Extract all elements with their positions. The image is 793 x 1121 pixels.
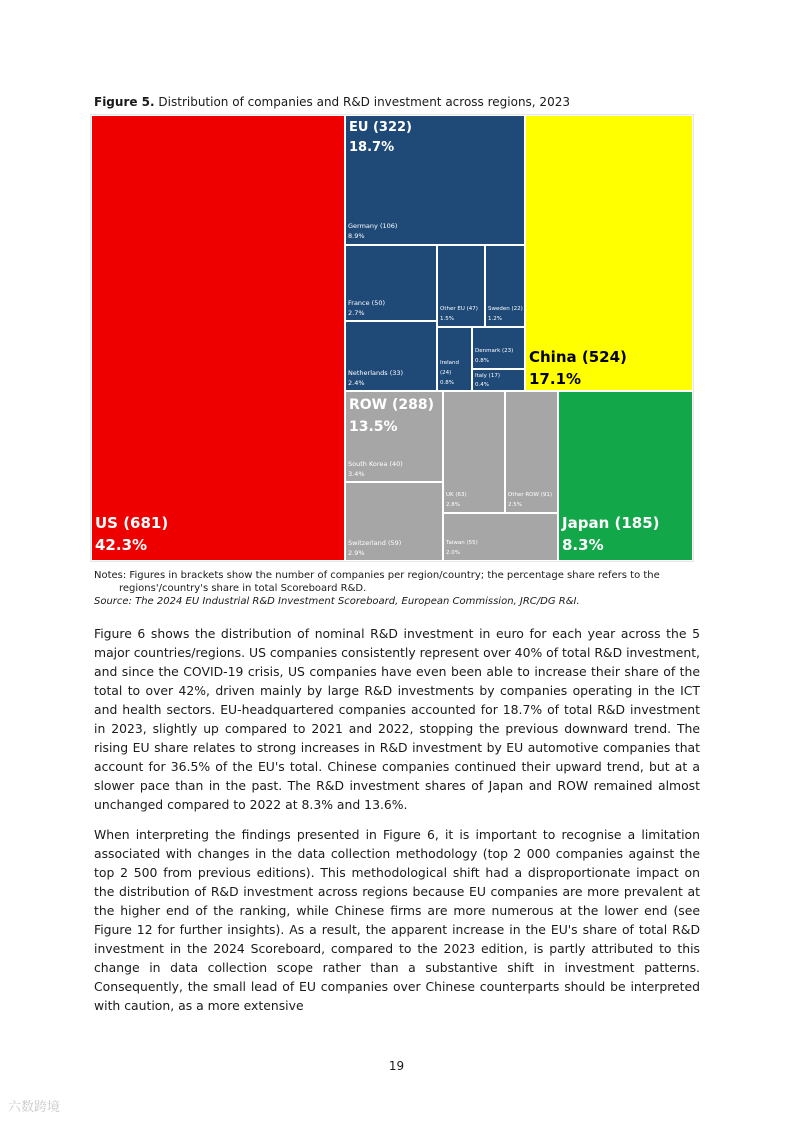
ireland-label bbox=[440, 358, 471, 388]
source-line: Source: The 2024 EU Industrial R&D Investment Scoreboard, European Commission, JRC/DG R&I. bbox=[94, 596, 580, 607]
cell-denmark bbox=[472, 327, 525, 369]
cell-netherlands bbox=[345, 321, 437, 391]
germany-label bbox=[348, 221, 397, 241]
cell-us bbox=[91, 115, 345, 561]
notes-line2: regions'/country's share in total Scoreboard R&D. bbox=[119, 583, 367, 594]
figure-notes bbox=[94, 569, 704, 608]
figure-label: Figure 5. bbox=[94, 95, 155, 109]
netherlands-label bbox=[348, 368, 403, 388]
japan-share: 8.3% bbox=[562, 536, 604, 554]
cell-japan bbox=[558, 391, 693, 561]
taiwan-label bbox=[446, 538, 478, 558]
cell-china bbox=[525, 115, 693, 391]
cell-italy bbox=[472, 369, 525, 391]
sweden-label bbox=[488, 304, 523, 324]
other-eu-share: 1.5% bbox=[440, 316, 454, 322]
figure-caption bbox=[94, 95, 570, 109]
france-label bbox=[348, 298, 385, 318]
netherlands-name: Netherlands (33) bbox=[348, 369, 404, 377]
cell-uk bbox=[443, 391, 505, 513]
switzerland-share: 2.9% bbox=[348, 549, 365, 557]
china-label bbox=[529, 346, 627, 390]
paragraph-2: When interpreting the findings presented in Figure 6, it is important to recognise a limitation associated with changes in the data collection methodology (top 2 000 companies against the top 2 500 from previous editions). This methodological shift had a disproportionate impact on the distribution of R&D investment across regions because EU companies are more prevalent at the higher end of the ranking, while Chinese firms are more numerous at the lower end (see Figure 12 for further insights). As a result, the apparent increase in the EU's share of total R&D investment in the 2024 Scoreboard, compared to the 2023 edition, is partly attributed to this change in data collection scope rather than a substantive shift in investment patterns. Consequently, the small lead of EU companies over Chinese counterparts should be interpreted with caution, as a more extensive bbox=[94, 827, 700, 1013]
row-share: 13.5% bbox=[349, 419, 398, 435]
japan-name: Japan (185) bbox=[562, 514, 660, 532]
other-row-label bbox=[508, 490, 552, 510]
page-number: 19 bbox=[388, 1059, 405, 1073]
germany-name: Germany (106) bbox=[348, 222, 398, 230]
france-name: France (50) bbox=[348, 299, 386, 307]
sweden-share: 1.2% bbox=[488, 316, 502, 322]
denmark-label bbox=[475, 346, 513, 366]
china-name: China (524) bbox=[529, 348, 627, 366]
italy-share: 0.4% bbox=[475, 382, 489, 388]
row-name: ROW (288) bbox=[349, 397, 435, 413]
china-share: 17.1% bbox=[529, 370, 582, 388]
cell-row bbox=[345, 391, 443, 482]
cell-other-eu bbox=[437, 245, 485, 327]
taiwan-name: Taiwan (55) bbox=[446, 540, 478, 546]
cell-other-row bbox=[505, 391, 558, 513]
south-korea-share: 3.4% bbox=[348, 470, 365, 478]
netherlands-share: 2.4% bbox=[348, 379, 365, 387]
cell-france bbox=[345, 245, 437, 321]
cell-taiwan bbox=[443, 513, 558, 561]
switzerland-label bbox=[348, 538, 401, 558]
cell-sweden bbox=[485, 245, 525, 327]
other-row-name: Other ROW (91) bbox=[508, 492, 552, 498]
us-name: US (681) bbox=[95, 514, 169, 532]
italy-label bbox=[475, 372, 500, 390]
other-eu-label bbox=[440, 304, 478, 324]
other-eu-name: Other EU (47) bbox=[440, 306, 478, 312]
us-share: 42.3% bbox=[95, 536, 148, 554]
taiwan-share: 2.0% bbox=[446, 550, 460, 556]
france-share: 2.7% bbox=[348, 309, 365, 317]
uk-share: 2.8% bbox=[446, 502, 460, 508]
row-label bbox=[349, 394, 434, 438]
ireland-share: 0.8% bbox=[440, 380, 454, 386]
eu-share: 18.7% bbox=[349, 140, 395, 155]
germany-share: 8.9% bbox=[348, 232, 365, 240]
south-korea-label bbox=[348, 459, 403, 479]
treemap-chart bbox=[90, 114, 694, 562]
uk-name: UK (63) bbox=[446, 492, 467, 498]
paragraph-1: Figure 6 shows the distribution of nominal R&D investment in euro for each year across the 5 major countries/regions. US companies consistently represent over 40% of total R&D investment, and since the COVID-19 crisis, US companies have even been able to increase their share of the total to over 42%, driven mainly by large R&D investments by companies operating in the ICT and health sectors. EU-headquartered companies accounted for 18.7% of total R&D investment in 2023, slightly up compared to 2021 and 2022, stopping the previous downward trend. The rising EU share relates to strong increases in R&D investment by EU automotive companies that account for 36.5% of the EU's total. Chinese companies continued their upward trend, but at a slower pace than in the past. The R&D investment shares of Japan and ROW remained almost unchanged compared to 2022 at 8.3% and 13.6%. bbox=[94, 626, 700, 812]
switzerland-name: Switzerland (59) bbox=[348, 539, 402, 547]
cell-switzerland bbox=[345, 482, 443, 561]
japan-label bbox=[562, 512, 660, 556]
eu-label bbox=[349, 118, 412, 158]
sweden-name: Sweden (22) bbox=[488, 306, 523, 312]
eu-name: EU (322) bbox=[349, 120, 412, 135]
other-row-share: 2.5% bbox=[508, 502, 522, 508]
uk-label bbox=[446, 490, 467, 510]
cell-eu bbox=[345, 115, 525, 245]
italy-name: Italy (17) bbox=[475, 373, 500, 379]
denmark-share: 0.8% bbox=[475, 358, 489, 364]
ireland-name: Ireland (24) bbox=[440, 360, 460, 376]
denmark-name: Denmark (23) bbox=[475, 348, 514, 354]
watermark: 六数跨境 bbox=[8, 1100, 61, 1115]
figure-title: Distribution of companies and R&D investment across regions, 2023 bbox=[154, 95, 570, 109]
south-korea-name: South Korea (40) bbox=[348, 460, 403, 468]
us-label bbox=[95, 512, 168, 556]
notes-line1: Notes: Figures in brackets show the number of companies per region/country; the percentage share refers to the bbox=[94, 570, 660, 581]
cell-ireland bbox=[437, 327, 472, 391]
